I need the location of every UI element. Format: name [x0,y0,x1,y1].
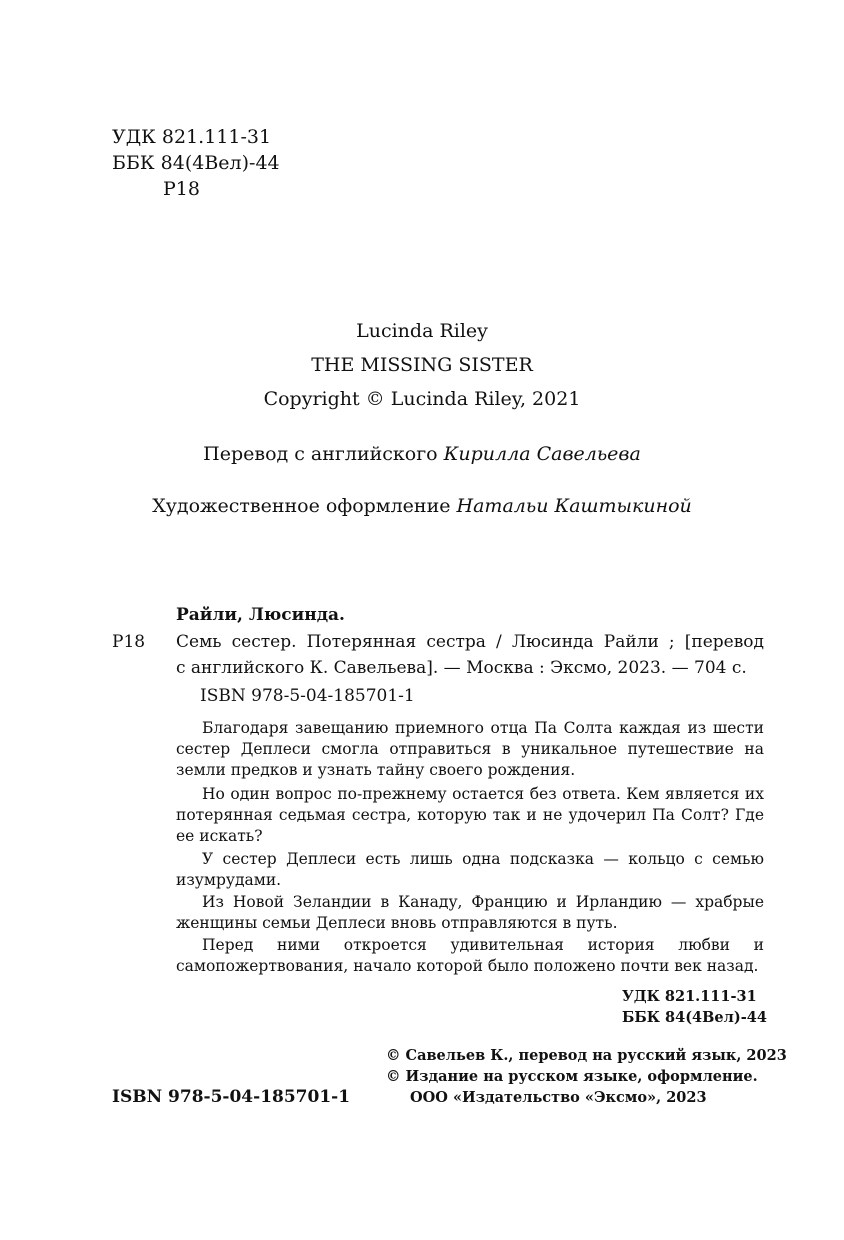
card-code: Р18 [112,632,146,652]
copyright-translation: © Савельев К., перевод на русский язык, 2023 [386,1047,787,1064]
copyright-edition: © Издание на русском языке, оформление. [386,1068,758,1085]
card-author-heading: Райли, Люсинда. [176,605,345,625]
footer-isbn: ISBN 978-5-04-185701-1 [112,1087,351,1107]
bottom-index-block [622,986,767,1028]
translation-credit [0,443,844,465]
copyright-publisher: ООО «Издательство «Эксмо», 2023 [410,1089,707,1106]
annotation-paragraph: У сестер Деплеси есть лишь одна подсказка — кольцо с семью изумрудами. [176,850,764,889]
card-description-line2: с английского К. Савельева]. — Москва : Эксмо, 2023. — 704 с. [176,658,747,678]
annotation-paragraph: Перед ними откроется удивительная история любви и самопожертвования, начало которой было положено почти век назад. [176,936,764,975]
translation-prefix: Перевод с английского [203,443,438,465]
original-title: THE MISSING SISTER [311,354,533,376]
design-credit [0,495,844,517]
bottom-bbk: ББК 84(4Вел)-44 [622,1009,767,1026]
udk-code: УДК 821.111-31 [112,126,272,148]
original-copyright: Copyright © Lucinda Riley, 2021 [263,388,581,410]
author-sign: Р18 [163,178,200,200]
annotation-paragraph: Благодаря завещанию приемного отца Па Солта каждая из шести сестер Деплеси смогла отправиться в уникальное путешествие на земли предков и узнать тайну своего рождения. [176,719,764,779]
annotation-paragraph: Из Новой Зеландии в Канаду, Францию и Ирландию — храбрые женщины семьи Деплеси вновь отправляются в путь. [176,893,764,932]
original-author: Lucinda Riley [356,320,488,342]
bbk-code: ББК 84(4Вел)-44 [112,152,280,174]
designer-name: Натальи Каштыкиной [456,495,692,517]
card-isbn: ISBN 978-5-04-185701-1 [200,686,415,706]
annotation-paragraph: Но один вопрос по-прежнему остается без ответа. Кем является их потерянная седьмая сестра, которую так и не удочерил Па Солт? Где ее искать? [176,785,764,845]
bottom-udk: УДК 821.111-31 [622,988,757,1005]
translator-name: Кирилла Савельева [443,443,641,465]
card-description-line1: Семь сестер. Потерянная сестра / Люсинда Райли ; [перевод [176,632,764,652]
design-prefix: Художественное оформление [152,495,451,517]
